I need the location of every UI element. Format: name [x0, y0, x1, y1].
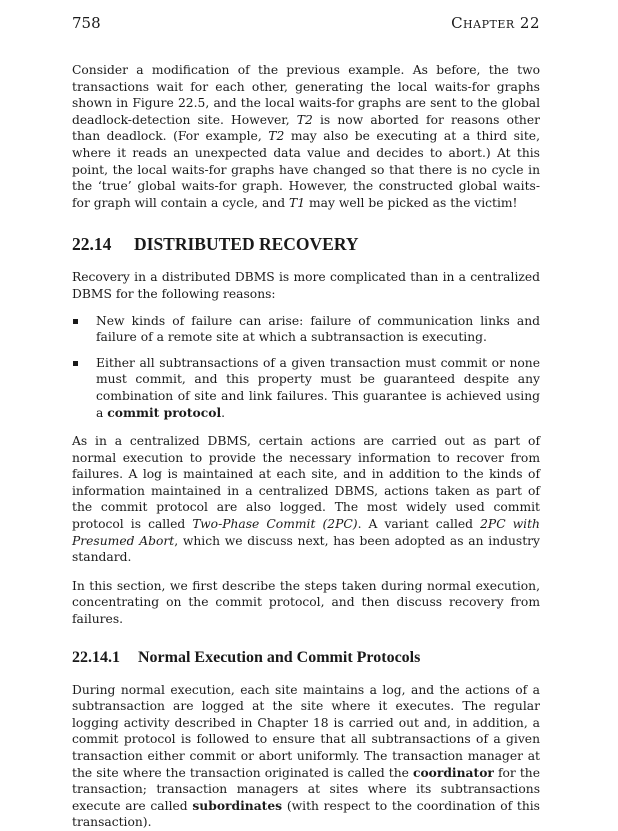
- bullet-square-icon: [73, 361, 78, 366]
- page-body: [72, 62, 540, 831]
- reasons-list: [72, 313, 540, 422]
- text-run: is now aborted for reasons other than deadlock. (For example,: [72, 112, 540, 144]
- variable-t2: T2: [268, 129, 285, 144]
- subsection-title: Normal Execution and Commit Protocols: [138, 648, 421, 666]
- list-item-text: New kinds of failure can arise: failure of communication links and failure of a remote site at which a subtransaction is executing.: [96, 313, 540, 345]
- page-number: 758: [72, 14, 101, 32]
- variable-t2: T2: [296, 112, 313, 127]
- text-run: (with respect to the coordination of this transaction).: [72, 798, 540, 830]
- paragraph-logging: [72, 433, 540, 566]
- text-run: As in a centralized DBMS, certain actions are carried out as part of normal execution to provide the necessary information to recover from failures. A log is maintained at each site, and in addition to the kinds of information maintained in a centralized DBMS, actions taken as part of the commit protocol are also logged. The most widely used commit protocol is called: [72, 434, 540, 532]
- text-run: may well be picked as the victim!: [305, 195, 518, 210]
- paragraph-deadlock-example: [72, 62, 540, 211]
- text-run: may also be executing at a third site, where it reads an unexpected data value and decides to abort.) At this point, the local waits-for graphs have changed so that there is no cycle in the ‘true’ global waits-for graph. However, the constructed global waits-for graph will contain a cycle, and: [72, 129, 540, 210]
- section-title: DISTRIBUTED RECOVERY: [134, 234, 359, 255]
- term-commit-protocol: commit protocol: [107, 404, 222, 420]
- spacer: [72, 566, 540, 578]
- variable-t1: T1: [289, 195, 306, 210]
- chapter-label: Chapter 22: [451, 14, 540, 32]
- text-run: Consider a modification of the previous example. As before, the two transactions wait for each other, generating the local waits-for graphs shown in Figure 22.5, and the local waits-for graphs are sent to the global deadlock-detection site. However,: [72, 63, 540, 127]
- text-run: .: [221, 405, 226, 420]
- term-subordinates: subordinates: [192, 797, 283, 813]
- section-number: 22.14: [72, 234, 112, 255]
- section-heading: [72, 233, 540, 255]
- subsection-heading: [72, 648, 540, 668]
- text-run: for the transaction; transaction managers at sites where its subtransactions execute are called: [72, 765, 540, 813]
- list-item: [72, 313, 540, 346]
- text-run: During normal execution, each site maintains a log, and the actions of a subtransaction are logged at the site where it executes. The regular logging activity described in Chapter 18 is carried out and, in addition, a commit protocol is followed to ensure that all subtransactions of a given transaction either commit or abort uniformly. The transaction manager at the site where the transaction originated is called the: [72, 682, 540, 780]
- bullet-square-icon: [73, 319, 78, 324]
- text-run: . A variant called: [357, 517, 481, 532]
- paragraph-normal-execution: [72, 682, 540, 831]
- paragraph-section-overview: In this section, we first describe the steps taken during normal execution, concentrating on the commit protocol, and then discuss recovery from failures.: [72, 578, 540, 627]
- term-presumed-abort: 2PC with Presumed Abort: [72, 517, 540, 548]
- term-two-phase-commit: Two-Phase Commit (2PC): [192, 517, 358, 532]
- list-item-text: Either all subtransactions of a given transaction must commit or none must commit, and this property must be guaranteed despite any combination of site and link failures. This guarantee is achieved using a: [96, 355, 540, 420]
- text-run: , which we discuss next, has been adopted as an industry standard.: [72, 533, 540, 565]
- subsection-number: 22.14.1: [72, 648, 120, 666]
- page-header: [72, 14, 540, 34]
- list-item: [72, 355, 540, 421]
- term-coordinator: coordinator: [412, 764, 494, 780]
- paragraph-recovery-intro: Recovery in a distributed DBMS is more complicated than in a centralized DBMS for the following reasons:: [72, 270, 540, 301]
